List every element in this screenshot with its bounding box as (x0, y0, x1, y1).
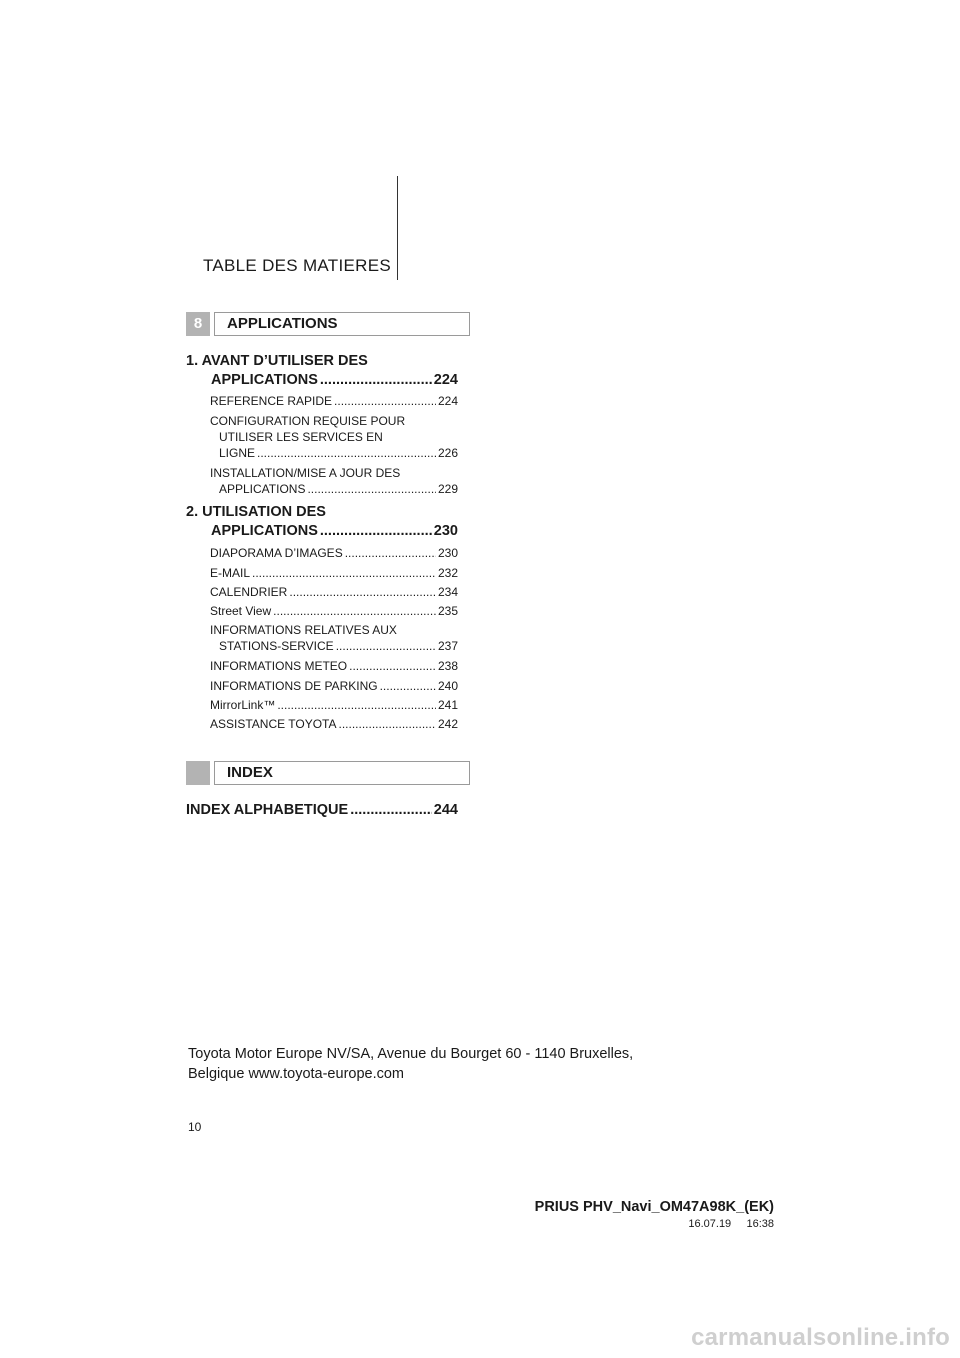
toc-item[interactable] (210, 465, 458, 497)
toc-item[interactable] (210, 584, 458, 600)
item-page: 241 (437, 698, 458, 712)
item-title-line3: LIGNE (219, 446, 256, 460)
toc-item[interactable] (210, 678, 458, 694)
item-page: 232 (437, 566, 458, 580)
page-number: 10 (188, 1120, 202, 1134)
site-watermark: carmanualsonline.info (691, 1324, 950, 1351)
page-header-title: TABLE DES MATIERES (202, 256, 391, 275)
leader-dots (307, 481, 436, 497)
toc-item[interactable] (210, 565, 458, 581)
leader-dots (380, 678, 436, 694)
index-page: 244 (433, 802, 458, 818)
header-divider-line (397, 176, 398, 280)
chapter-page: 224 (433, 372, 458, 388)
leader-dots (273, 603, 436, 619)
leader-dots (336, 638, 436, 654)
item-title: INFORMATIONS METEO (210, 659, 348, 673)
item-title: DIAPORAMA D’IMAGES (210, 546, 343, 560)
address-line2: Belgique www.toyota-europe.com (188, 1066, 405, 1082)
item-page: 237 (437, 639, 458, 653)
chapter-title-line1: 1. AVANT D’UTILISER DES (186, 353, 368, 369)
item-page: 235 (437, 604, 458, 618)
index-title: INDEX ALPHABETIQUE (186, 802, 349, 818)
leader-dots (277, 697, 436, 713)
leader-dots (320, 371, 432, 390)
section-title: INDEX (214, 761, 470, 785)
toc-item[interactable] (210, 716, 458, 732)
document-date: 16.07.19 16:38 (688, 1218, 774, 1230)
toc-item[interactable] (210, 658, 458, 674)
item-title-line1: INSTALLATION/MISE A JOUR DES (210, 466, 401, 480)
item-title: MirrorLink™ (210, 698, 276, 712)
leader-dots (334, 393, 436, 409)
item-page: 229 (437, 482, 458, 496)
item-title-line1: INFORMATIONS RELATIVES AUX (210, 623, 397, 637)
item-title: INFORMATIONS DE PARKING (210, 679, 378, 693)
toc-item[interactable] (210, 697, 458, 713)
toc-chapter-1[interactable] (186, 352, 458, 390)
leader-dots (350, 802, 432, 818)
toc-item[interactable] (210, 393, 458, 409)
leader-dots (320, 522, 432, 541)
leader-dots (252, 565, 436, 581)
toc-item[interactable] (210, 413, 458, 461)
section-header-applications (186, 312, 458, 336)
leader-dots (349, 658, 436, 674)
section-header-index (186, 761, 458, 785)
section-number-badge: 8 (186, 312, 210, 336)
item-title: E-MAIL (210, 566, 251, 580)
item-title-line2: UTILISER LES SERVICES EN (219, 430, 383, 444)
item-title-line2: APPLICATIONS (219, 482, 306, 496)
item-title: ASSISTANCE TOYOTA (210, 717, 337, 731)
section-title: APPLICATIONS (214, 312, 470, 336)
leader-dots (345, 545, 436, 561)
section-number-badge (186, 761, 210, 785)
item-page: 230 (437, 546, 458, 560)
item-page: 242 (437, 717, 458, 731)
item-page: 240 (437, 679, 458, 693)
leader-dots (257, 445, 436, 461)
item-title: Street View (210, 604, 272, 618)
toc-item[interactable] (210, 545, 458, 561)
item-page: 226 (437, 446, 458, 460)
item-title-line1: CONFIGURATION REQUISE POUR (210, 414, 406, 428)
chapter-page: 230 (433, 523, 458, 539)
toc-chapter-2[interactable] (186, 503, 458, 541)
leader-dots (289, 584, 436, 600)
document-id: PRIUS PHV_Navi_OM47A98K_(EK) (534, 1199, 774, 1215)
chapter-title-line2: APPLICATIONS (211, 523, 318, 539)
item-page: 224 (437, 394, 458, 408)
item-page: 238 (437, 659, 458, 673)
item-title: CALENDRIER (210, 585, 288, 599)
chapter-title-line2: APPLICATIONS (211, 372, 318, 388)
chapter-title-line1: 2. UTILISATION DES (186, 504, 326, 520)
leader-dots (338, 716, 435, 732)
toc-item[interactable] (210, 603, 458, 619)
item-title: REFERENCE RAPIDE (210, 394, 333, 408)
publisher-address (188, 1044, 633, 1084)
toc-index-entry[interactable] (186, 802, 458, 818)
item-page: 234 (437, 585, 458, 599)
address-line1: Toyota Motor Europe NV/SA, Avenue du Bourget 60 - 1140 Bruxelles, (188, 1046, 634, 1062)
toc-item[interactable] (210, 622, 458, 654)
item-title-line2: STATIONS-SERVICE (219, 639, 334, 653)
